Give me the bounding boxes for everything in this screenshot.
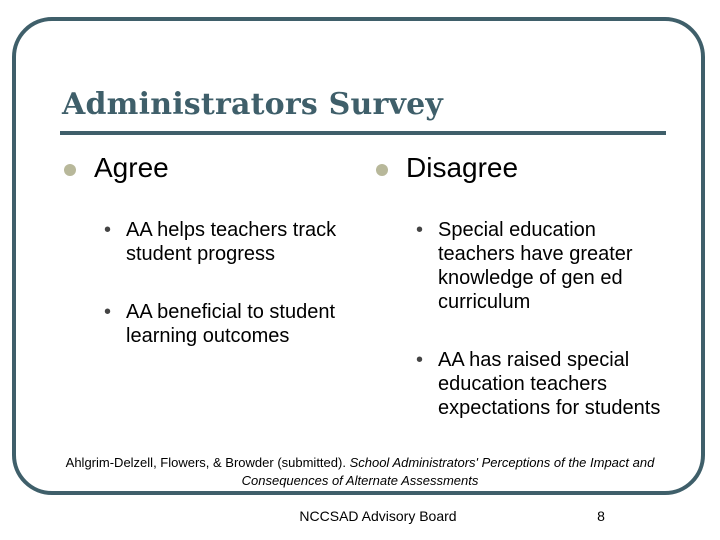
agree-heading: Agree	[94, 152, 169, 183]
agree-heading-row	[60, 150, 360, 186]
bullet-icon: •	[416, 349, 424, 371]
disagree-heading: Disagree	[406, 152, 519, 183]
disagree-heading-row	[372, 150, 672, 186]
disagree-item-text: AA has raised special education teachers expectations for students	[438, 349, 661, 419]
title-underline	[60, 131, 666, 135]
bullet-icon: •	[104, 301, 112, 323]
bullet-icon: •	[416, 219, 424, 241]
footer-text: NCCSAD Advisory Board	[299, 508, 457, 524]
agree-column	[60, 150, 360, 348]
slide-title: Administrators Survey	[62, 87, 444, 122]
disagree-column	[372, 150, 672, 420]
disagree-item-text: Special education teachers have greater knowledge of gen ed curriculum	[438, 219, 633, 313]
agree-item-text: AA beneficial to student learning outcomes	[126, 301, 336, 347]
agree-list	[60, 218, 360, 348]
disagree-item	[372, 348, 672, 420]
agree-item	[60, 218, 360, 266]
page-number: 8	[597, 508, 605, 524]
agree-item-text: AA helps teachers track student progress	[126, 219, 337, 265]
citation-authors: Ahlgrim-Delzell, Flowers, & Browder (submitted).	[65, 455, 350, 470]
citation	[60, 454, 660, 490]
bullet-icon: •	[104, 219, 112, 241]
citation-title: School Administrators' Perceptions of the Impact and Consequences of Alternate Assessments	[241, 455, 655, 488]
agree-item	[60, 300, 360, 348]
bullet-dot-icon	[64, 164, 76, 176]
disagree-list	[372, 218, 672, 420]
disagree-item	[372, 218, 672, 314]
bullet-dot-icon	[376, 164, 388, 176]
